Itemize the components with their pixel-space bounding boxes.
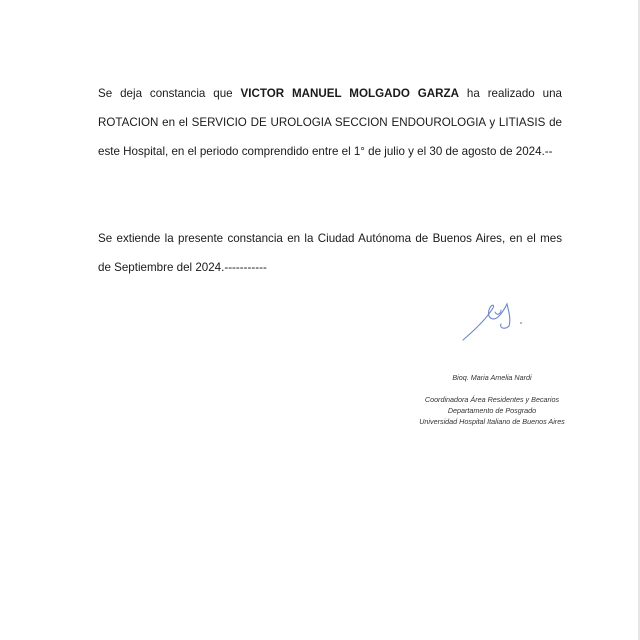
issuance-paragraph: Se extiende la presente constancia en la Ciudad Autónoma de Buenos Aires, en el mes de Septiembre del 2024.----------- [98,232,562,274]
signer-name: Bioq. Maria Amelia Nardi [452,373,532,382]
person-name: VICTOR MANUEL MOLGADO GARZA [240,87,459,100]
signer-name-block [392,372,592,383]
signer-department: Departamento de Posgrado [447,406,537,415]
signer-institution: Universidad Hospital Italiano de Buenos Aires [419,417,565,426]
paragraph-suffix: ha realizado una ROTACION en el SERVICIO DE UROLOGIA SECCION ENDOUROLOGIA y LITIASIS de este Hospital, en el periodo comprendido entre el 1° de julio y el 30 de agosto de 2024.-- [98,87,563,158]
paragraph-prefix: Se deja constancia que [98,87,241,100]
signer-affiliation-block [392,394,592,427]
signer-role: Coordinadora Área Residentes y Becarios [424,395,560,404]
handwritten-signature [455,290,540,350]
certification-paragraph [98,79,562,166]
